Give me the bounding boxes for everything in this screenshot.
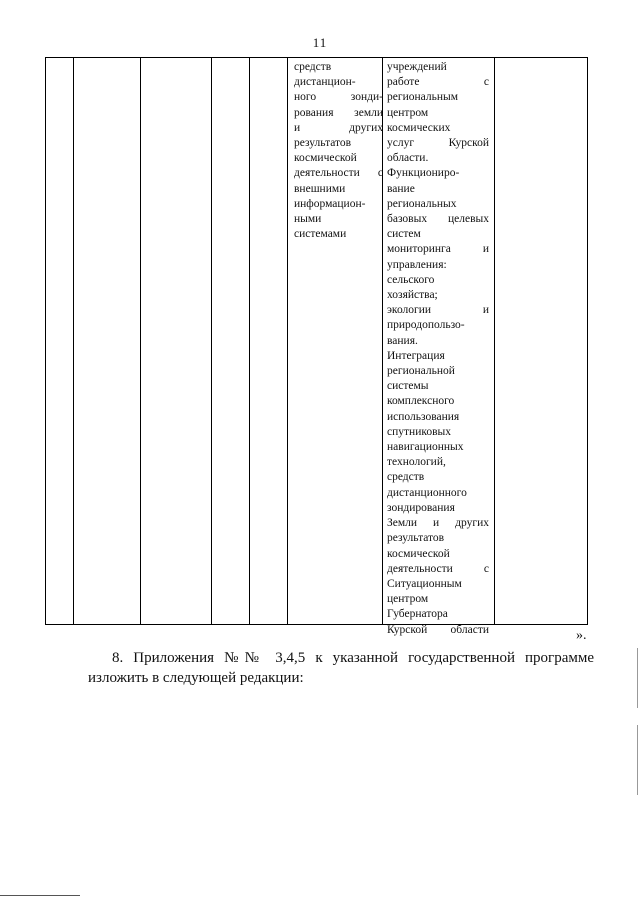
cell-line: системами [294,228,347,241]
cell-line: информацион- [294,197,366,210]
cell-line: технологий, [387,456,446,469]
cell-line: услуг Курской [387,137,489,150]
amendment-paragraph-line-1: 8. Приложения №№ 3,4,5 к указанной государственной программе [112,650,594,666]
page-number: 11 [312,35,328,50]
cell-line: спутниковых [387,425,452,438]
cell-line: дистанцион- [294,76,356,89]
cell-line: ными [294,213,322,226]
cell-line: зондирования [387,501,455,514]
table-cell-results-description [387,60,489,638]
cell-line: Земли и других [387,517,489,530]
cell-line: рования земли [294,106,383,119]
cell-line: сельского [387,273,435,286]
cell-line: комплексного [387,395,455,408]
cell-line: учреждений [387,61,447,73]
scan-edge-mark [637,725,638,795]
cell-line: Функциониро- [387,167,460,180]
cell-line: региональных [387,197,457,210]
cell-line: деятельности с [387,562,489,575]
cell-line: управления: [387,258,447,271]
cell-line: средств [294,61,332,73]
cell-line: центром [387,106,429,119]
cell-line: работе с [387,76,489,89]
cell-line: мониторинга и [387,243,489,256]
cell-line: региональной [387,365,455,378]
cell-line: систем [387,228,421,241]
amendment-paragraph-line-2: изложить в следующей редакции: [88,670,304,686]
cell-line: Губернатора [387,608,448,621]
cell-line: Интеграция [387,349,445,362]
cell-line: дистанционного [387,486,467,499]
cell-line: центром [387,593,429,606]
cell-line: космической [387,547,450,560]
closing-quote: ». [576,628,587,643]
cell-line: ного зонди- [294,91,383,104]
table-column-divider [211,57,212,625]
cell-line: системы [387,380,429,393]
cell-line: деятельности с [294,167,383,180]
cell-line: хозяйства; [387,289,438,302]
bottom-rule [0,895,80,896]
cell-line: космической [294,152,357,165]
cell-line: экологии и [387,304,489,317]
table-column-divider [140,57,141,625]
table-column-divider [287,57,288,625]
cell-line: навигационных [387,441,464,454]
cell-line: вания. [387,334,418,347]
cell-line: результатов [294,137,352,150]
cell-line: региональным [387,91,458,104]
table-column-divider [494,57,495,625]
cell-line: природопользо- [387,319,465,332]
table-cell-tools-description [294,60,383,242]
cell-line: вание [387,182,415,195]
table-column-divider [73,57,74,625]
cell-line: Курской области [387,623,489,636]
cell-line: базовых целевых [387,213,489,226]
cell-line: Ситуационным [387,577,462,590]
scan-edge-mark [637,648,638,708]
cell-line: внешними [294,182,346,195]
cell-line: результатов [387,532,445,545]
cell-line: средств [387,471,425,484]
cell-line: космических [387,121,451,134]
cell-line: области. [387,152,429,165]
cell-line: использования [387,410,460,423]
table-column-divider [249,57,250,625]
cell-line: и других [294,121,383,134]
